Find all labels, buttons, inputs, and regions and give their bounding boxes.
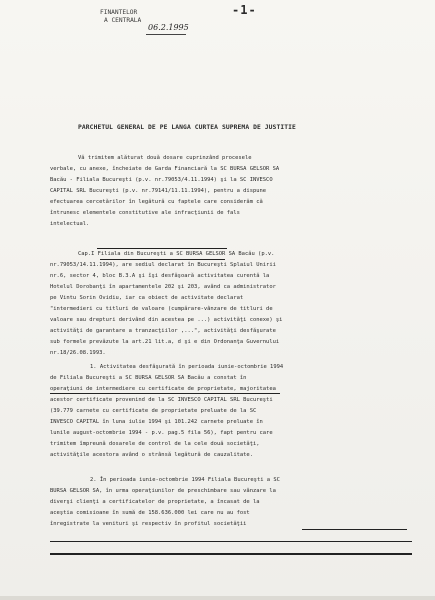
underline-incasat — [302, 529, 407, 530]
stamp-line-2: A CENTRALA — [104, 17, 142, 24]
item-2-line: 2. În perioada iunie-octombrie 1994 Filiala Bucureşti a SC — [90, 477, 280, 483]
item-1-line: (39.779 carnete cu certificate de proprietate preluate de la SC — [50, 408, 257, 414]
item-1-line: de Filiala Bucureşti a SC BURSA GELSOR SA Bacău a constat în — [50, 375, 247, 381]
intro-line: Bacău - Filiala Bucureşti (p.v. nr.79053/4.11.1994) şi la SC INVESCO — [50, 177, 273, 183]
stamp-date: 06.2.1995 — [148, 23, 189, 32]
chapter-line: sub formele prevăzute la art.21 lit.a, d şi e din Ordonanţa Guvernului — [50, 339, 280, 345]
item-2-paragraph — [50, 475, 412, 530]
underline-filiala — [100, 259, 225, 260]
item-1-line: operaţiuni de intermediere cu certificate de proprietate, majoritatea — [50, 386, 276, 392]
intro-line: verbale, cu anexe, încheiate de Garda Financiară la SC BURSA GELSOR SA — [50, 166, 280, 172]
stamp-underline — [146, 34, 186, 35]
chapter-line: Cap.I Filiala din Bucureşti a SC BURSA GELSOR SA Bacău (p.v. — [78, 251, 275, 257]
chapter-line: valoare sau drepturi derivând din acestea pe ...) activităţi conexe) şi — [50, 317, 283, 323]
page-bottom-edge — [0, 596, 435, 600]
received-stamp — [100, 9, 196, 32]
underline-inregistrate — [50, 553, 412, 555]
item-2-line: înregistrate la venituri şi respectiv în profitul societăţii — [50, 521, 247, 527]
intro-line: Vă trimitem alăturat două dosare cuprinzând procesele — [78, 155, 252, 161]
document-heading: PARCHETUL GENERAL DE PE LANGA CURTEA SUPREMA DE JUSTITIE — [78, 124, 296, 131]
stamp-line-1: FINANTELOR — [100, 9, 138, 16]
intro-line: intelectual. — [50, 221, 90, 227]
underline-comisioane — [50, 541, 412, 542]
item-2-line: BURSA GELSOR SA, în urma operaţiunilor de preschimbare sau vânzare la — [50, 488, 276, 494]
chapter-paragraph — [50, 249, 412, 359]
item-1-paragraph — [50, 362, 412, 461]
underline-operatiuni — [50, 393, 280, 394]
underline-filiala-2 — [97, 248, 227, 249]
item-1-line: acestor certificate provenind de la SC INVESCO CAPITAL SRL Bucureşti — [50, 397, 273, 403]
intro-line: întrunesc elementele constitutive ale infracţiunii de fals — [50, 210, 240, 216]
chapter-line: activităţi de garantare a tranzacţiilor ,...", activităţi desfăşurate — [50, 328, 276, 334]
chapter-line: nr.79053/14.11.1994), are sediul declarat în Bucureşti Splaiul Unirii — [50, 262, 276, 268]
chapter-line: nr.18/26.08.1993. — [50, 350, 106, 356]
chapter-line: "intermedieri cu titluri de valoare (cumpărare-vânzare de titluri de — [50, 306, 273, 312]
chapter-line: pe Vintu Sorin Ovidiu, iar ca obiect de activitate declarat — [50, 295, 244, 301]
item-1-line: lunile august-octombrie 1994 - p.v. pag.5 fila 56), fapt pentru care — [50, 430, 273, 436]
intro-line: efectuarea cercetărilor în legătură cu faptele care considerăm că — [50, 199, 263, 205]
item-1-line: INVESCO CAPITAL în luna iulie 1994 şi 101.242 carnete preluate în — [50, 419, 263, 425]
chapter-line: Hotelul Dorobanţi în apartamentele 202 şi 203, având ca administrator — [50, 284, 276, 290]
item-1-line: activităţile acestora având o strânsă legătură de cauzalitate. — [50, 452, 253, 458]
intro-paragraph — [50, 153, 412, 230]
intro-line: CAPITAL SRL Bucureşti (p.v. nr.79141/11.11.1994), pentru a dispune — [50, 188, 267, 194]
item-2-line: aceştia comisioane în sumă de 158.636.000 lei care nu au fost — [50, 510, 250, 516]
item-1-line: trimitem împreună dosarele de control de la cele două societăţi, — [50, 441, 260, 447]
chapter-line: nr.6, sector 4, bloc B.3.A şi îşi desfăşoară activitatea curentă la — [50, 273, 270, 279]
item-2-line: diverşi clienţi a certificatelor de proprietate, a încasat de la — [50, 499, 260, 505]
item-1-line: 1. Activitatea desfăşurată în perioada iunie-octombrie 1994 — [90, 364, 284, 370]
page-number: -1- — [232, 3, 257, 17]
